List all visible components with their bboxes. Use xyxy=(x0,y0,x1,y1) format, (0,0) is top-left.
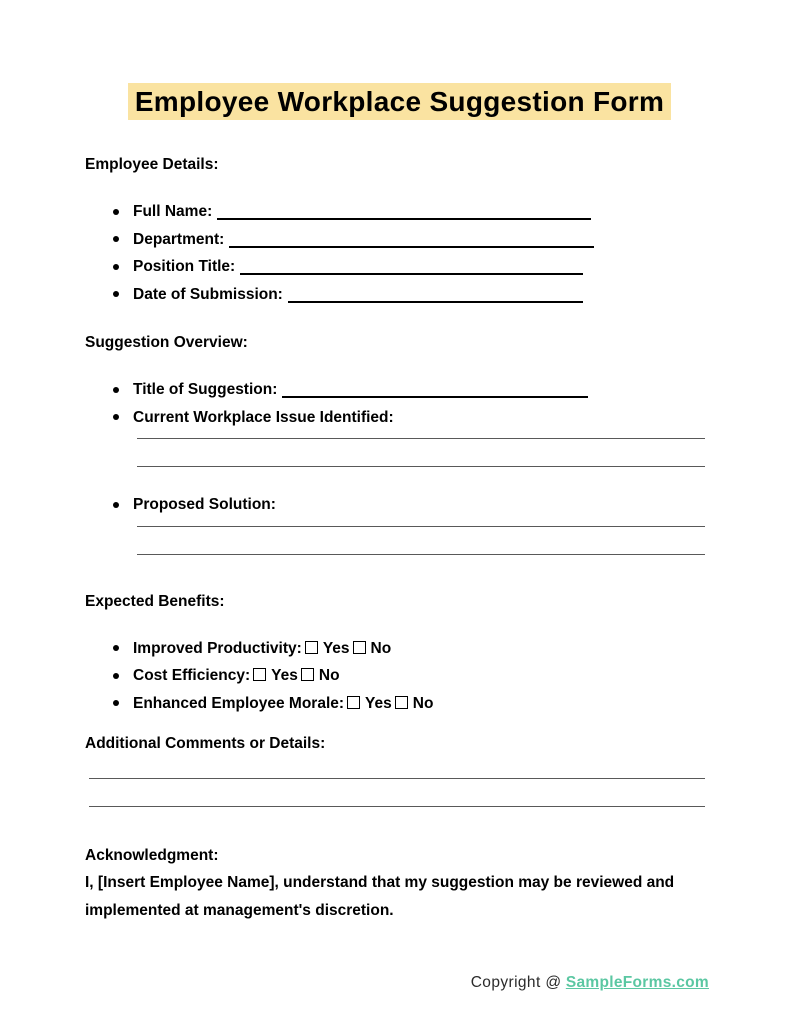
field-title-of-suggestion xyxy=(85,376,709,404)
field-department xyxy=(85,226,709,254)
cost-efficiency-yes-label: Yes xyxy=(271,667,298,684)
benefit-improved-productivity xyxy=(85,635,709,663)
full-name-input-blank[interactable] xyxy=(217,218,591,220)
current-issue-line-2[interactable] xyxy=(137,439,705,467)
improved-productivity-label: Improved Productivity: xyxy=(133,639,302,657)
form-content xyxy=(0,156,799,993)
cost-efficiency-no-checkbox-icon[interactable] xyxy=(301,668,314,681)
proposed-solution-label: Proposed Solution: xyxy=(133,496,276,513)
current-issue-line-1[interactable] xyxy=(137,431,705,439)
expected-benefits-heading: Expected Benefits: xyxy=(85,592,225,610)
position-title-input-blank[interactable] xyxy=(240,273,583,275)
additional-comments-write-area xyxy=(89,753,705,807)
field-current-issue xyxy=(85,404,709,432)
copyright-text: Copyright @ xyxy=(470,974,562,991)
enhanced-morale-no-label: No xyxy=(412,694,434,712)
additional-comments-heading: Additional Comments or Details: xyxy=(85,735,326,752)
proposed-solution-list xyxy=(85,491,709,519)
additional-comments-line-2[interactable] xyxy=(89,779,705,807)
benefit-cost-efficiency xyxy=(85,662,709,690)
employee-details-heading: Employee Details: xyxy=(85,156,219,173)
improved-productivity-yes-checkbox-icon[interactable] xyxy=(305,641,318,654)
employee-details-list xyxy=(85,198,709,308)
title-of-suggestion-label: Title of Suggestion: xyxy=(133,381,278,398)
acknowledgment-heading: Acknowledgment: xyxy=(85,847,219,864)
additional-comments-line-1[interactable] xyxy=(89,753,705,779)
enhanced-morale-yes-label: Yes xyxy=(365,694,392,712)
proposed-solution-line-1[interactable] xyxy=(137,519,705,527)
enhanced-morale-yes-checkbox-icon[interactable] xyxy=(347,696,360,709)
date-of-submission-label: Date of Submission: xyxy=(133,285,283,303)
suggestion-overview-list xyxy=(85,376,709,431)
position-title-label: Position Title: xyxy=(133,258,236,275)
field-full-name xyxy=(85,198,709,226)
footer xyxy=(85,973,709,993)
field-position-title xyxy=(85,253,709,281)
field-proposed-solution xyxy=(85,491,709,519)
acknowledgment-text: I, [Insert Employee Name], understand that my suggestion may be reviewed and implemented at management's discretion. xyxy=(85,874,675,919)
enhanced-morale-label: Enhanced Employee Morale: xyxy=(133,694,345,712)
improved-productivity-no-checkbox-icon[interactable] xyxy=(353,641,366,654)
current-issue-label: Current Workplace Issue Identified: xyxy=(133,408,394,426)
full-name-label: Full Name: xyxy=(133,203,213,220)
title-of-suggestion-input-blank[interactable] xyxy=(282,396,588,398)
cost-efficiency-label: Cost Efficiency: xyxy=(133,667,251,684)
improved-productivity-yes-label: Yes xyxy=(322,639,350,657)
department-label: Department: xyxy=(133,230,225,248)
page-title: Employee Workplace Suggestion Form xyxy=(128,83,671,120)
cost-efficiency-no-label: No xyxy=(318,667,340,684)
date-of-submission-input-blank[interactable] xyxy=(288,301,583,303)
sampleforms-link[interactable]: SampleForms.com xyxy=(565,974,709,991)
expected-benefits-list xyxy=(85,635,709,718)
title-block xyxy=(0,0,799,120)
proposed-solution-write-area xyxy=(137,519,705,555)
proposed-solution-line-2[interactable] xyxy=(137,527,705,555)
cost-efficiency-yes-checkbox-icon[interactable] xyxy=(253,668,266,681)
current-issue-write-area xyxy=(137,431,705,467)
suggestion-overview-heading: Suggestion Overview: xyxy=(85,334,248,351)
department-input-blank[interactable] xyxy=(229,246,594,248)
field-date-of-submission xyxy=(85,281,709,309)
enhanced-morale-no-checkbox-icon[interactable] xyxy=(395,696,408,709)
benefit-enhanced-morale xyxy=(85,690,709,718)
improved-productivity-no-label: No xyxy=(370,639,392,657)
